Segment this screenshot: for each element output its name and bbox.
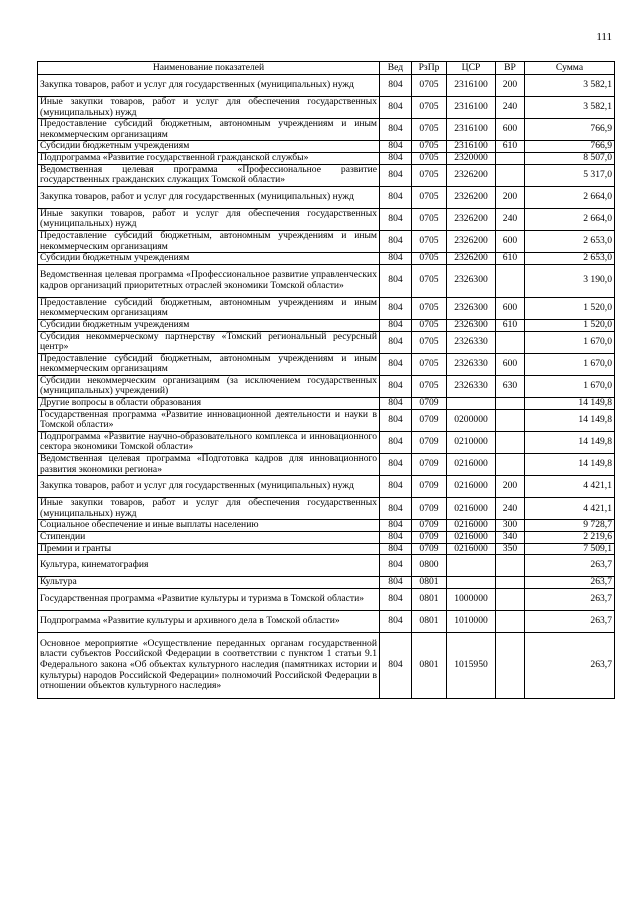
cell-name: Субсидии некоммерческим организациям (за исключением государственных (муниципальных) учреждений)	[38, 375, 380, 397]
cell-rzpr: 0801	[412, 610, 447, 632]
cell-vr: 300	[496, 520, 525, 532]
cell-vr: 200	[496, 476, 525, 498]
cell-ved: 804	[380, 331, 412, 353]
cell-ved: 804	[380, 555, 412, 577]
cell-sum: 766,9	[525, 119, 615, 141]
cell-name: Государственная программа «Развитие инновационной деятельности и науки в Томской области»	[38, 409, 380, 431]
column-header-name: Наименование показателей	[38, 62, 380, 75]
table-header-row	[38, 62, 615, 75]
cell-ved: 804	[380, 119, 412, 141]
cell-csr: 0216000	[447, 532, 496, 544]
cell-ved: 804	[380, 186, 412, 208]
cell-vr: 240	[496, 97, 525, 119]
cell-sum: 263,7	[525, 610, 615, 632]
cell-vr: 340	[496, 532, 525, 544]
cell-csr: 2326200	[447, 230, 496, 252]
table-row	[38, 319, 615, 331]
cell-vr: 610	[496, 141, 525, 153]
cell-rzpr: 0705	[412, 152, 447, 164]
cell-name: Иные закупки товаров, работ и услуг для обеспечения государственных (муниципальных) нужд	[38, 208, 380, 230]
column-header-sum: Сумма	[525, 62, 615, 75]
cell-name: Субсидии бюджетным учреждениям	[38, 253, 380, 265]
cell-csr: 0216000	[447, 520, 496, 532]
cell-vr: 610	[496, 253, 525, 265]
cell-ved: 804	[380, 297, 412, 319]
cell-rzpr: 0705	[412, 164, 447, 186]
table-row	[38, 431, 615, 453]
cell-sum: 14 149,8	[525, 431, 615, 453]
cell-ved: 804	[380, 588, 412, 610]
cell-name: Социальное обеспечение и иные выплаты населению	[38, 520, 380, 532]
cell-ved: 804	[380, 353, 412, 375]
page-number: 111	[596, 31, 612, 43]
cell-csr: 2326330	[447, 375, 496, 397]
cell-rzpr: 0801	[412, 577, 447, 589]
cell-ved: 804	[380, 208, 412, 230]
cell-name: Закупка товаров, работ и услуг для государственных (муниципальных) нужд	[38, 186, 380, 208]
cell-name: Предоставление субсидий бюджетным, автономным учреждениям и иным некоммерческим организациям	[38, 297, 380, 319]
cell-csr: 2326330	[447, 331, 496, 353]
cell-csr: 2326200	[447, 253, 496, 265]
cell-vr	[496, 409, 525, 431]
cell-ved: 804	[380, 264, 412, 297]
cell-name: Премии и гранты	[38, 543, 380, 555]
cell-rzpr: 0705	[412, 353, 447, 375]
table-row	[38, 409, 615, 431]
cell-vr	[496, 577, 525, 589]
cell-name: Культура	[38, 577, 380, 589]
cell-sum: 263,7	[525, 632, 615, 698]
cell-rzpr: 0705	[412, 119, 447, 141]
cell-rzpr: 0705	[412, 319, 447, 331]
cell-csr: 2326200	[447, 164, 496, 186]
cell-name: Ведомственная целевая программа «Профессиональное развитие государственных гражданских служащих Томской области»	[38, 164, 380, 186]
cell-ved: 804	[380, 375, 412, 397]
cell-sum: 1 520,0	[525, 297, 615, 319]
cell-vr	[496, 610, 525, 632]
cell-csr: 2326300	[447, 264, 496, 297]
table-row	[38, 610, 615, 632]
table-row	[38, 230, 615, 252]
cell-name: Иные закупки товаров, работ и услуг для обеспечения государственных (муниципальных) нужд	[38, 97, 380, 119]
cell-rzpr: 0709	[412, 476, 447, 498]
cell-sum: 3 582,1	[525, 97, 615, 119]
cell-name: Закупка товаров, работ и услуг для государственных (муниципальных) нужд	[38, 75, 380, 97]
cell-rzpr: 0709	[412, 431, 447, 453]
cell-rzpr: 0709	[412, 498, 447, 520]
cell-rzpr: 0801	[412, 588, 447, 610]
cell-rzpr: 0705	[412, 75, 447, 97]
cell-sum: 14 149,8	[525, 454, 615, 476]
cell-sum: 2 219,6	[525, 532, 615, 544]
cell-name: Государственная программа «Развитие культуры и туризма в Томской области»	[38, 588, 380, 610]
cell-vr: 600	[496, 297, 525, 319]
column-header-ved: Вед	[380, 62, 412, 75]
cell-rzpr: 0705	[412, 230, 447, 252]
cell-vr: 600	[496, 353, 525, 375]
cell-vr	[496, 331, 525, 353]
table-row	[38, 208, 615, 230]
cell-sum: 1 670,0	[525, 353, 615, 375]
cell-vr: 600	[496, 230, 525, 252]
cell-sum: 7 509,1	[525, 543, 615, 555]
cell-csr: 2320000	[447, 152, 496, 164]
table-row	[38, 353, 615, 375]
cell-rzpr: 0709	[412, 543, 447, 555]
table-row	[38, 543, 615, 555]
cell-name: Ведомственная целевая программа «Профессиональное развитие управленческих кадров организаций приоритетных отраслей экономики Томской области»	[38, 264, 380, 297]
cell-rzpr: 0709	[412, 520, 447, 532]
cell-vr: 200	[496, 186, 525, 208]
cell-csr: 0210000	[447, 431, 496, 453]
cell-vr	[496, 398, 525, 410]
cell-ved: 804	[380, 409, 412, 431]
table-row	[38, 331, 615, 353]
cell-csr: 2326300	[447, 297, 496, 319]
cell-ved: 804	[380, 577, 412, 589]
cell-ved: 804	[380, 498, 412, 520]
column-header-vr: ВР	[496, 62, 525, 75]
cell-name: Подпрограмма «Развитие научно-образовательного комплекса и инновационного сектора экономики Томской области»	[38, 431, 380, 453]
cell-ved: 804	[380, 398, 412, 410]
cell-vr: 200	[496, 75, 525, 97]
table-row	[38, 398, 615, 410]
table-row	[38, 520, 615, 532]
cell-rzpr: 0705	[412, 297, 447, 319]
cell-csr: 0216000	[447, 454, 496, 476]
cell-sum: 1 670,0	[525, 375, 615, 397]
cell-vr	[496, 164, 525, 186]
cell-rzpr: 0705	[412, 253, 447, 265]
cell-name: Ведомственная целевая программа «Подготовка кадров для инновационного развития экономики региона»	[38, 454, 380, 476]
cell-rzpr: 0709	[412, 532, 447, 544]
table-row	[38, 375, 615, 397]
cell-sum: 4 421,1	[525, 498, 615, 520]
cell-rzpr: 0705	[412, 141, 447, 153]
cell-rzpr: 0709	[412, 454, 447, 476]
cell-rzpr: 0705	[412, 264, 447, 297]
cell-sum: 2 653,0	[525, 230, 615, 252]
table-row	[38, 75, 615, 97]
table-row	[38, 119, 615, 141]
cell-ved: 804	[380, 319, 412, 331]
cell-name: Предоставление субсидий бюджетным, автономным учреждениям и иным некоммерческим организациям	[38, 353, 380, 375]
table-row	[38, 577, 615, 589]
table-row	[38, 498, 615, 520]
table-row	[38, 454, 615, 476]
cell-vr: 610	[496, 319, 525, 331]
table-row	[38, 532, 615, 544]
cell-rzpr: 0800	[412, 555, 447, 577]
cell-csr	[447, 555, 496, 577]
budget-table	[37, 61, 615, 699]
cell-csr: 0216000	[447, 543, 496, 555]
cell-ved: 804	[380, 75, 412, 97]
table-row	[38, 632, 615, 698]
cell-csr: 0216000	[447, 476, 496, 498]
cell-name: Другие вопросы в области образования	[38, 398, 380, 410]
table-body	[38, 75, 615, 699]
table-row	[38, 164, 615, 186]
cell-csr: 2316100	[447, 119, 496, 141]
cell-vr	[496, 588, 525, 610]
cell-csr: 0216000	[447, 498, 496, 520]
cell-csr: 1010000	[447, 610, 496, 632]
cell-rzpr: 0705	[412, 331, 447, 353]
cell-sum: 4 421,1	[525, 476, 615, 498]
table-row	[38, 97, 615, 119]
table-row	[38, 152, 615, 164]
table-row	[38, 253, 615, 265]
cell-name: Подпрограмма «Развитие культуры и архивного дела в Томской области»	[38, 610, 380, 632]
cell-vr	[496, 555, 525, 577]
cell-sum: 3 190,0	[525, 264, 615, 297]
cell-csr	[447, 577, 496, 589]
cell-vr: 240	[496, 208, 525, 230]
cell-csr: 2316100	[447, 97, 496, 119]
cell-ved: 804	[380, 454, 412, 476]
cell-csr: 1015950	[447, 632, 496, 698]
cell-name: Подпрограмма «Развитие государственной гражданской службы»	[38, 152, 380, 164]
cell-name: Субсидия некоммерческому партнерству «Томский региональный ресурсный центр»	[38, 331, 380, 353]
cell-ved: 804	[380, 543, 412, 555]
cell-csr: 2326200	[447, 186, 496, 208]
cell-name: Субсидии бюджетным учреждениям	[38, 141, 380, 153]
cell-sum: 14 149,8	[525, 409, 615, 431]
cell-csr: 0200000	[447, 409, 496, 431]
cell-vr	[496, 454, 525, 476]
cell-ved: 804	[380, 520, 412, 532]
cell-ved: 804	[380, 230, 412, 252]
cell-vr: 240	[496, 498, 525, 520]
cell-ved: 804	[380, 610, 412, 632]
cell-sum: 263,7	[525, 555, 615, 577]
cell-ved: 804	[380, 532, 412, 544]
cell-name: Предоставление субсидий бюджетным, автономным учреждениям и иным некоммерческим организациям	[38, 119, 380, 141]
cell-vr	[496, 152, 525, 164]
cell-vr: 600	[496, 119, 525, 141]
cell-rzpr: 0801	[412, 632, 447, 698]
cell-ved: 804	[380, 164, 412, 186]
cell-sum: 2 664,0	[525, 186, 615, 208]
cell-ved: 804	[380, 632, 412, 698]
cell-rzpr: 0709	[412, 398, 447, 410]
column-header-rzpr: РзПр	[412, 62, 447, 75]
cell-sum: 1 670,0	[525, 331, 615, 353]
cell-sum: 5 317,0	[525, 164, 615, 186]
cell-csr: 2316100	[447, 141, 496, 153]
cell-name: Иные закупки товаров, работ и услуг для обеспечения государственных (муниципальных) нужд	[38, 498, 380, 520]
cell-name: Культура, кинематография	[38, 555, 380, 577]
cell-rzpr: 0705	[412, 208, 447, 230]
cell-ved: 804	[380, 152, 412, 164]
cell-sum: 14 149,8	[525, 398, 615, 410]
cell-vr	[496, 431, 525, 453]
cell-sum: 9 728,7	[525, 520, 615, 532]
table-row	[38, 588, 615, 610]
table-row	[38, 264, 615, 297]
cell-sum: 8 507,0	[525, 152, 615, 164]
cell-name: Закупка товаров, работ и услуг для государственных (муниципальных) нужд	[38, 476, 380, 498]
cell-sum: 2 664,0	[525, 208, 615, 230]
cell-sum: 2 653,0	[525, 253, 615, 265]
cell-ved: 804	[380, 141, 412, 153]
cell-sum: 263,7	[525, 588, 615, 610]
cell-name: Субсидии бюджетным учреждениям	[38, 319, 380, 331]
cell-name: Стипендии	[38, 532, 380, 544]
cell-sum: 1 520,0	[525, 319, 615, 331]
cell-sum: 766,9	[525, 141, 615, 153]
cell-csr: 1000000	[447, 588, 496, 610]
cell-rzpr: 0705	[412, 186, 447, 208]
cell-ved: 804	[380, 431, 412, 453]
cell-vr	[496, 264, 525, 297]
table-row	[38, 297, 615, 319]
cell-ved: 804	[380, 253, 412, 265]
cell-rzpr: 0705	[412, 97, 447, 119]
cell-vr: 350	[496, 543, 525, 555]
cell-sum: 3 582,1	[525, 75, 615, 97]
cell-vr: 630	[496, 375, 525, 397]
column-header-csr: ЦСР	[447, 62, 496, 75]
table-row	[38, 476, 615, 498]
table-row	[38, 186, 615, 208]
cell-ved: 804	[380, 476, 412, 498]
cell-name: Основное мероприятие «Осуществление переданных органам государственной власти субъектов Российской Федерации в соответствии с пунктом 1 статьи 9.1 Федерального закона «Об объектах культурного наследия (памятниках истории и культуры) народов Российской Федерации» полномочий Российской Федерации в отношении объектов культурного наследия»	[38, 632, 380, 698]
cell-ved: 804	[380, 97, 412, 119]
cell-csr: 2316100	[447, 75, 496, 97]
cell-sum: 263,7	[525, 577, 615, 589]
cell-rzpr: 0705	[412, 375, 447, 397]
cell-csr	[447, 398, 496, 410]
cell-csr: 2326300	[447, 319, 496, 331]
cell-csr: 2326330	[447, 353, 496, 375]
table-row	[38, 555, 615, 577]
cell-name: Предоставление субсидий бюджетным, автономным учреждениям и иным некоммерческим организациям	[38, 230, 380, 252]
cell-rzpr: 0709	[412, 409, 447, 431]
cell-vr	[496, 632, 525, 698]
table-row	[38, 141, 615, 153]
cell-csr: 2326200	[447, 208, 496, 230]
